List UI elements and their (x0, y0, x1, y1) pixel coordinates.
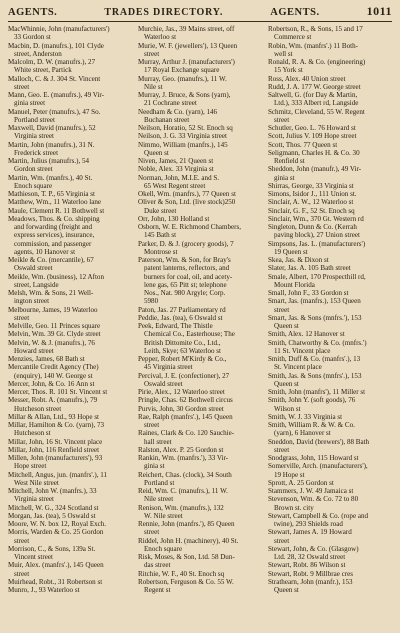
directory-entry-line: Maule, Clement R. 11 Bothwell st (8, 206, 105, 215)
directory-entry-line: Moore, W. N. box 12, Royal Exch. (8, 520, 107, 528)
directory-entry-line: street (274, 536, 290, 545)
directory-entry-line: Rennie, John (manfrs.'), 85 Queen (138, 520, 235, 528)
directory-entry-line: Millar, John, 16 St. Vincent place (8, 437, 103, 446)
directory-entry-line: and forwarding (freight and (14, 223, 93, 231)
directory-entry-line: Malcolm, D. W. (manufrs.), 27 (8, 58, 96, 66)
directory-entry-line: Commerce st (274, 33, 312, 42)
directory-entry-line: Regent st (144, 586, 171, 594)
directory-entry-line: street (14, 536, 30, 545)
directory-entry-line: Murray, J. Bruce, & Sons (yarn), (138, 91, 231, 99)
directory-entry-line: Ralston, Alex. P. 25 Gordon st (138, 445, 224, 454)
directory-entry-line: MacWhinnie, John (manufacturers') (8, 25, 110, 33)
directory-entry-line: Murray, Geo. (manufrs.), 11 W. (138, 74, 227, 83)
column-3 (268, 25, 392, 594)
directory-entry-line: Oswald street (144, 379, 183, 388)
directory-entry-line: Millar, John, 116 Renfield street (8, 445, 100, 454)
directory-entry-line: Rankin, Wm. (manfrs.'), 33 Vir- (138, 454, 229, 462)
directory-entry-line: Mitchell, John W. (manfrs.), 33 (8, 487, 97, 495)
directory-entry-line: Oswald street (14, 264, 53, 273)
directory-entry-line: Melvin, W. & J. (manufrs.), 76 (8, 338, 95, 347)
directory-entry-line: hall street (144, 437, 172, 446)
directory-entry-line: W. Nile street (144, 511, 183, 520)
directory-entry-line: (yarn), 6 Hanover st (274, 429, 331, 438)
directory-entry-line: Leith, Skye; 63 Waterloo st (144, 346, 222, 355)
directory-entry-line: Stewart, John, & Co. (Glasgow) (268, 544, 359, 553)
directory-entry-line: Waterloo st (144, 33, 177, 42)
directory-entry-line: Slater, Jas. A. 105 Bath street (268, 264, 351, 273)
directory-entry-line: Sinclair, Wm., 370 Gt. Western rd (268, 214, 364, 223)
directory-entry-line: Robertson, R., & Sons, 15 and 17 (268, 25, 363, 33)
directory-entry-line: Menzies, James, 68 Bath st (8, 355, 85, 363)
directory-entry-line: Small, John F., 33 Gordon st (268, 289, 349, 297)
directory-entry-line: Smith, John (manfrs'), 11 Miller st (268, 388, 366, 396)
directory-entry-line: Gordon street (14, 165, 53, 174)
directory-entry-line: ginia st (144, 462, 165, 471)
directory-entry-line: Scott, Thos. 77 Queen st (268, 140, 338, 149)
directory-entry-line: ginia street (14, 99, 46, 108)
directory-entry-line: Schmitz, Cleveland, 55 W. Regent (268, 107, 365, 116)
directory-entry-line: Millar & Allan, Ltd., 93 Hope st (8, 412, 100, 421)
directory-entry-line: Needham & Co. (yarn), 146 (138, 107, 218, 116)
directory-entry-line: Paterson, Wm. & Son, for Bray's (138, 256, 231, 264)
directory-entry-line: Snodgrass, John, 115 Howard st (268, 454, 359, 462)
directory-entry-line: Nile st (144, 82, 163, 91)
directory-entry-line: Hutcheson street (14, 404, 62, 413)
directory-entry-line: Pringle, Chas. 62 Bothwell circus (138, 396, 233, 405)
directory-entry-line: Muirhead, Robt., 31 Robertson st (8, 577, 103, 586)
running-head-title: TRADES DIRECTORY. (104, 7, 224, 18)
directory-entry-line: Maxwell, David (manufrs.), 52 (8, 124, 96, 132)
directory-entry-line: White street, Partick (14, 66, 72, 75)
directory-entry-line: Hutcheson st (14, 429, 51, 438)
directory-entry-line: street (14, 313, 30, 322)
directory-entry-line: Smith, William R. & W. & Co. (268, 421, 355, 429)
directory-entry-line: Purvis, John, 30 Gordon street (138, 404, 224, 413)
directory-entry-line: Nos., Nat. 980 Argyle; Corp. (144, 289, 226, 297)
directory-entry-line: 19 Queen st (274, 247, 308, 256)
directory-entry-line: Morgan, Jas. (tea), 5 Oswald st (8, 511, 96, 520)
directory-entry-line: Pepper, Robert M'Kirdy & Co., (138, 355, 227, 363)
directory-entry-line: St. Vincent place (274, 363, 322, 372)
directory-entry-line: street, Langside (14, 280, 59, 289)
directory-entry-line: street (144, 421, 160, 429)
directory-entry-line: burners for coal, oil, and acety- (144, 272, 233, 281)
directory-entry-line: Macbin, D. (manufrs.), 101 Clyde (8, 41, 104, 50)
directory-entry-line: Montrose st (144, 247, 178, 256)
directory-entry-line: Simpsons, Jas. L. (manufacturers') (268, 239, 366, 248)
directory-entry-line: Scott, Julius V. 109 Hope street (268, 132, 357, 141)
directory-entry-line: Stewart, Campbell & Co. (rope and (268, 511, 369, 520)
directory-entry-line: Ritchie, W. F., 40 St. Enoch sq (138, 569, 225, 578)
directory-entry-line: Renfield st (274, 157, 305, 165)
directory-entry-line: Neilson, Horatio, 52 St. Enoch sq (138, 124, 233, 132)
directory-entry-line: Osborn, W. E. Richmond Chambers, (138, 223, 241, 231)
directory-entry-line: Sinclair, A. W., 12 Waterloo st (268, 198, 354, 207)
directory-entry-line: Matthew, Wm., 11 Waterloo lane (8, 198, 101, 207)
directory-entry-line: Millar, Hamilton & Co. (yarn), 73 (8, 421, 105, 429)
directory-entry-line: street (14, 82, 30, 91)
directory-columns (8, 25, 392, 594)
directory-entry-line: 11 St. Vincent place (274, 346, 331, 355)
directory-entry-line: Stewart, Robt. 9 Millbrae cres (268, 569, 353, 578)
directory-entry-line: Buchanan street (144, 115, 190, 124)
directory-entry-line: Mercer, Thos. R. 101 St. Vincent st (8, 388, 108, 396)
directory-entry-line: Morrison, C., & Sons, 139a St. (8, 544, 96, 553)
directory-entry-line: Smith, Chatworthy & Co. (mnfrs.') (268, 338, 367, 347)
directory-entry-line: Smith, John Y. (soft goods), 76 (268, 396, 356, 405)
directory-entry-line: Rudd, J. A. 177 W. George street (268, 82, 361, 91)
directory-entry-line: Portland st (144, 478, 175, 487)
directory-entry-line: Virginia street (14, 132, 54, 141)
directory-entry-line: Ross, Alex. 40 Union street (268, 74, 346, 83)
directory-entry-line: Melsh, Wm. & Sons, 21 Well- (8, 289, 94, 297)
directory-entry-line: Melvin, Wm. 39 Gt. Clyde street (8, 330, 101, 339)
directory-entry-line: Riddel, John H. (machinery), 40 St. (138, 536, 239, 545)
directory-entry-line: twine), 293 Shields road (274, 520, 343, 528)
directory-entry-line: Queen st (274, 379, 299, 388)
directory-entry-line: Frederick street (14, 148, 59, 157)
directory-entry-line: Melbourne, James, 19 Waterloo (8, 305, 98, 314)
directory-entry-line: Seligmann, Charles H. & Co. 30 (268, 148, 360, 157)
directory-entry-line: Risk, Moses, & Son, Ltd. 58 Dun- (138, 553, 235, 561)
directory-entry-line: 145 Bath st (144, 231, 177, 240)
directory-entry-line: 45 Virginia street (144, 363, 193, 372)
directory-entry-line: Ltd.), 333 Albert rd, Langside (274, 99, 359, 108)
directory-entry-line: street (144, 49, 160, 58)
directory-entry-line: street (144, 528, 160, 537)
directory-entry-line: Niven, James, 21 Queen st (138, 157, 214, 165)
directory-entry-line: Enoch square (144, 544, 183, 553)
directory-entry-line: Queen st (274, 322, 299, 330)
directory-entry-line: patent lanterns, reflectors, and (144, 264, 230, 273)
directory-entry-line: Meikle, Wm. (business), 12 Afton (8, 272, 104, 281)
directory-entry-line: Smart, Jas. (manfrs.), 153 Queen (268, 297, 361, 306)
directory-entry-line: 19 Hope st (274, 470, 305, 479)
directory-entry-line: Mercantile Credit Agency (The) (8, 363, 99, 372)
directory-entry-line: 17 Royal Exchange square (144, 66, 220, 75)
directory-entry-line: Renison, Wm. (manufrs.), 132 (138, 503, 224, 512)
directory-entry-line: Noble, Alex. 33 Virginia st (138, 165, 214, 174)
directory-entry-line: Pirie, Alex., 12 Waterloo street (138, 388, 225, 396)
directory-entry-line: Peddie, Jas. (tea), 6 Oswald st (138, 313, 223, 322)
directory-entry-line: Martin, John (manufrs.), 31 N. (8, 140, 95, 149)
directory-entry-line: street, Anderston (14, 49, 62, 58)
page-header (8, 4, 392, 22)
directory-entry-line: Smart, Jas. & Sons (mnfrs.'), 153 (268, 313, 362, 322)
directory-entry-line: Neilson, J. G. 33 Virginia street (138, 132, 227, 141)
directory-entry-line: Meadows, Thos. & Co. shipping (8, 214, 100, 223)
directory-entry-line: Paton, Jas. 27 Parliamentary rd (138, 305, 226, 314)
directory-entry-line: agents, 10 Hanover st (14, 247, 76, 256)
directory-entry-line: Saltwell, G. (for Day & Martin, (268, 91, 358, 99)
directory-entry-line: lene gas, 65 Pitt st; telephone (144, 280, 227, 289)
directory-entry-line: Simons, Isidor J., 111 Union st. (268, 190, 357, 198)
directory-entry-line: Shirras, George, 33 Virginia st (268, 181, 354, 190)
directory-entry-line: Duke street (144, 206, 177, 215)
directory-entry-line: Smith, W. J. 33 Virginia st (268, 412, 343, 421)
directory-entry-line: Sneddon, David (brewers'), 88 Bath (268, 437, 370, 446)
directory-entry-line: Raines, Clark & Co. 120 Sauchie- (138, 429, 235, 438)
directory-entry-line: Queen st (144, 148, 169, 157)
directory-entry-line: Martin, Julius (manufrs.), 54 (8, 157, 90, 165)
directory-entry-line: Murchie, Jas., 39 Mains street, off (138, 25, 235, 33)
directory-entry-line: Wilson st (274, 404, 301, 413)
directory-entry-line: 21 Cochrane street (144, 99, 197, 108)
directory-entry-line: Stammers, J. W. 49 Jamaica st (268, 487, 354, 495)
directory-entry-line: Chemical Co., Easterhouse; The (144, 330, 235, 339)
directory-entry-line: well st (274, 49, 293, 58)
directory-entry-line: street (274, 115, 290, 124)
running-head-right: AGENTS. (270, 7, 320, 18)
directory-entry-line: street (274, 305, 290, 314)
directory-entry-line: 65 West Regent street (144, 181, 206, 190)
directory-entry-line: express services), insurance, (14, 231, 95, 240)
directory-entry-line: Reid, Wm. C. (manufrs.), 11 W. (138, 487, 228, 495)
directory-entry-line: Mount Florida (274, 280, 315, 289)
directory-entry-line: Mathieson, T. P., 65 Virginia st (8, 190, 95, 198)
directory-entry-line: Millen, John (manufacturers'), 93 (8, 454, 103, 462)
directory-entry-line: Martin, Wm. (manfrs.), 40 St. (8, 173, 93, 182)
directory-entry-line: commission, and passenger (14, 239, 92, 248)
directory-entry-line: Muir, Alex. (manfrs'.), 145 Queen (8, 561, 104, 570)
directory-entry-line: Strathearn, John (manfr.), 153 (268, 577, 353, 586)
directory-entry-line: Smith, Alex. 12 Hanover st (268, 330, 345, 339)
directory-entry-line: Smale, Albert, 170 Prospecthill rd, (268, 272, 366, 281)
directory-entry-line: Somerville, Arch. (manufacturers'), (268, 462, 368, 471)
directory-entry-line: Orr, John, 130 Holland st (138, 214, 210, 223)
directory-entry-line: Ltd. 28, 32 Oswald street (274, 553, 346, 561)
directory-entry-line: paving block), 27 Union street (274, 231, 360, 240)
directory-entry-line: ington street (14, 297, 50, 306)
directory-entry-line: 15 York st (274, 66, 303, 75)
directory-entry-line: British Dittomite Co., Ltd., (144, 338, 221, 347)
directory-entry-line: Murray, Arthur J. (manufacturers') (138, 58, 235, 66)
directory-entry-line: Virginia street (14, 495, 54, 504)
directory-entry-line: Smith, Jas. & Sons (mnfrs'.), 153 (268, 371, 362, 380)
directory-entry-line: Sprott, A. 25 Gordon st (268, 478, 334, 487)
directory-entry-line: Mitchell, Angus, jun. (manfrs'.), 11 (8, 470, 108, 479)
directory-entry-line: Norman, John, M.I.E. and S. (138, 173, 220, 182)
directory-entry-line: Oliver & Son, Ltd. (live stock)250 (138, 198, 236, 207)
directory-entry-line: Malloch, C. & J. 304 St. Vincent (8, 74, 101, 83)
directory-entry-line: Okell, Wm. (manfrs.), 77 Queen st (138, 190, 236, 198)
directory-entry-line: Queen st (274, 586, 299, 594)
directory-entry-line: Singleton, Dunn & Co. (Kerrah (268, 223, 357, 231)
running-head-left: AGENTS. (8, 7, 58, 18)
directory-entry-line: (enquiry), 140 W. George st (14, 371, 93, 380)
directory-entry-line: Skea, Jas. & Dixon st (268, 256, 329, 264)
directory-entry-line: Schutler, Geo. L. 76 Howard st (268, 124, 356, 132)
directory-entry-line: Nimmo, William (manfrs.), 145 (138, 140, 228, 149)
directory-entry-line: Morris, Warden & Co. 25 Gordon (8, 528, 104, 537)
directory-entry-line: Sinclair, G. F., 52 St. Enoch sq (268, 206, 355, 215)
directory-entry-line: Meikle & Co. (mercantile), 67 (8, 256, 94, 264)
directory-entry-line: Melville, Geo. 11 Princes square (8, 322, 101, 330)
directory-entry-line: Mann, Geo. E. (manufrs.), 49 Vir- (8, 91, 104, 99)
directory-entry-line: Smith, Duff & Co. (manfrs'.), 13 (268, 355, 361, 363)
directory-entry-line: West Nile street (14, 478, 59, 487)
directory-entry-line: Peek, Edward, The Thistle (138, 322, 213, 330)
directory-entry-line: Vincent street (14, 553, 53, 561)
directory-entry-line: ginia st (274, 173, 295, 182)
directory-entry-line: 5980 (144, 297, 159, 306)
directory-entry-line: Manuel, Peter (manufrs.), 47 So. (8, 107, 101, 116)
directory-entry-line: street (14, 569, 30, 578)
directory-entry-line: Robin, Wm. (manfrs'.) 11 Both- (268, 41, 358, 50)
column-2 (138, 25, 262, 594)
directory-entry-line: Sheddon, John (manufr.), 49 Vir- (268, 165, 362, 174)
directory-entry-line: Stewart, Robt. 86 Wilson st (268, 561, 346, 570)
directory-entry-line: Parker, D. & J. (grocery goods), 7 (138, 239, 234, 248)
directory-entry-line: Robertson, Ferguson & Co. 55 W. (138, 577, 234, 586)
directory-entry-line: Ronald, R. A. & Co. (engineering) (268, 58, 366, 66)
directory-entry-line: Howard street (14, 346, 54, 355)
directory-entry-line: Reichert, Chas. (clock), 34 South (138, 470, 232, 479)
directory-entry-line: Munro, J., 93 Waterloo st (8, 586, 80, 594)
directory-entry-line: street (274, 445, 290, 454)
directory-entry-line: Murie, W. F. (jewellers'), 13 Queen (138, 41, 238, 50)
directory-entry-line: Hope street (14, 462, 47, 471)
directory-entry-line: Nile street (144, 495, 174, 504)
directory-entry-line: Stevenson, Wm. & Co. 72 to 80 (268, 495, 359, 504)
directory-entry-line: Rae, Ralph (manfrs'.), 145 Queen (138, 412, 233, 421)
directory-entry-line: Stewart, James A. 19 Howard (268, 528, 352, 537)
directory-entry-line: Mercer, John, & Co. 16 Ann st (8, 379, 95, 388)
directory-entry-line: Mitchell, W. G., 324 Scotland st (8, 503, 99, 512)
page-number: 1011 (366, 4, 392, 18)
directory-entry-line: Enoch square (14, 181, 53, 190)
directory-entry-line: das street (144, 561, 171, 570)
directory-entry-line: Brown st. city (274, 503, 314, 512)
directory-entry-line: Portland street (14, 115, 55, 124)
directory-entry-line: Percival, J. E. (confectioner), 27 (138, 371, 230, 380)
directory-entry-line: Messer, Robt. A. (manufrs.), 79 (8, 396, 98, 405)
column-1 (8, 25, 132, 594)
directory-entry-line: 33 Gordon st (14, 33, 51, 42)
